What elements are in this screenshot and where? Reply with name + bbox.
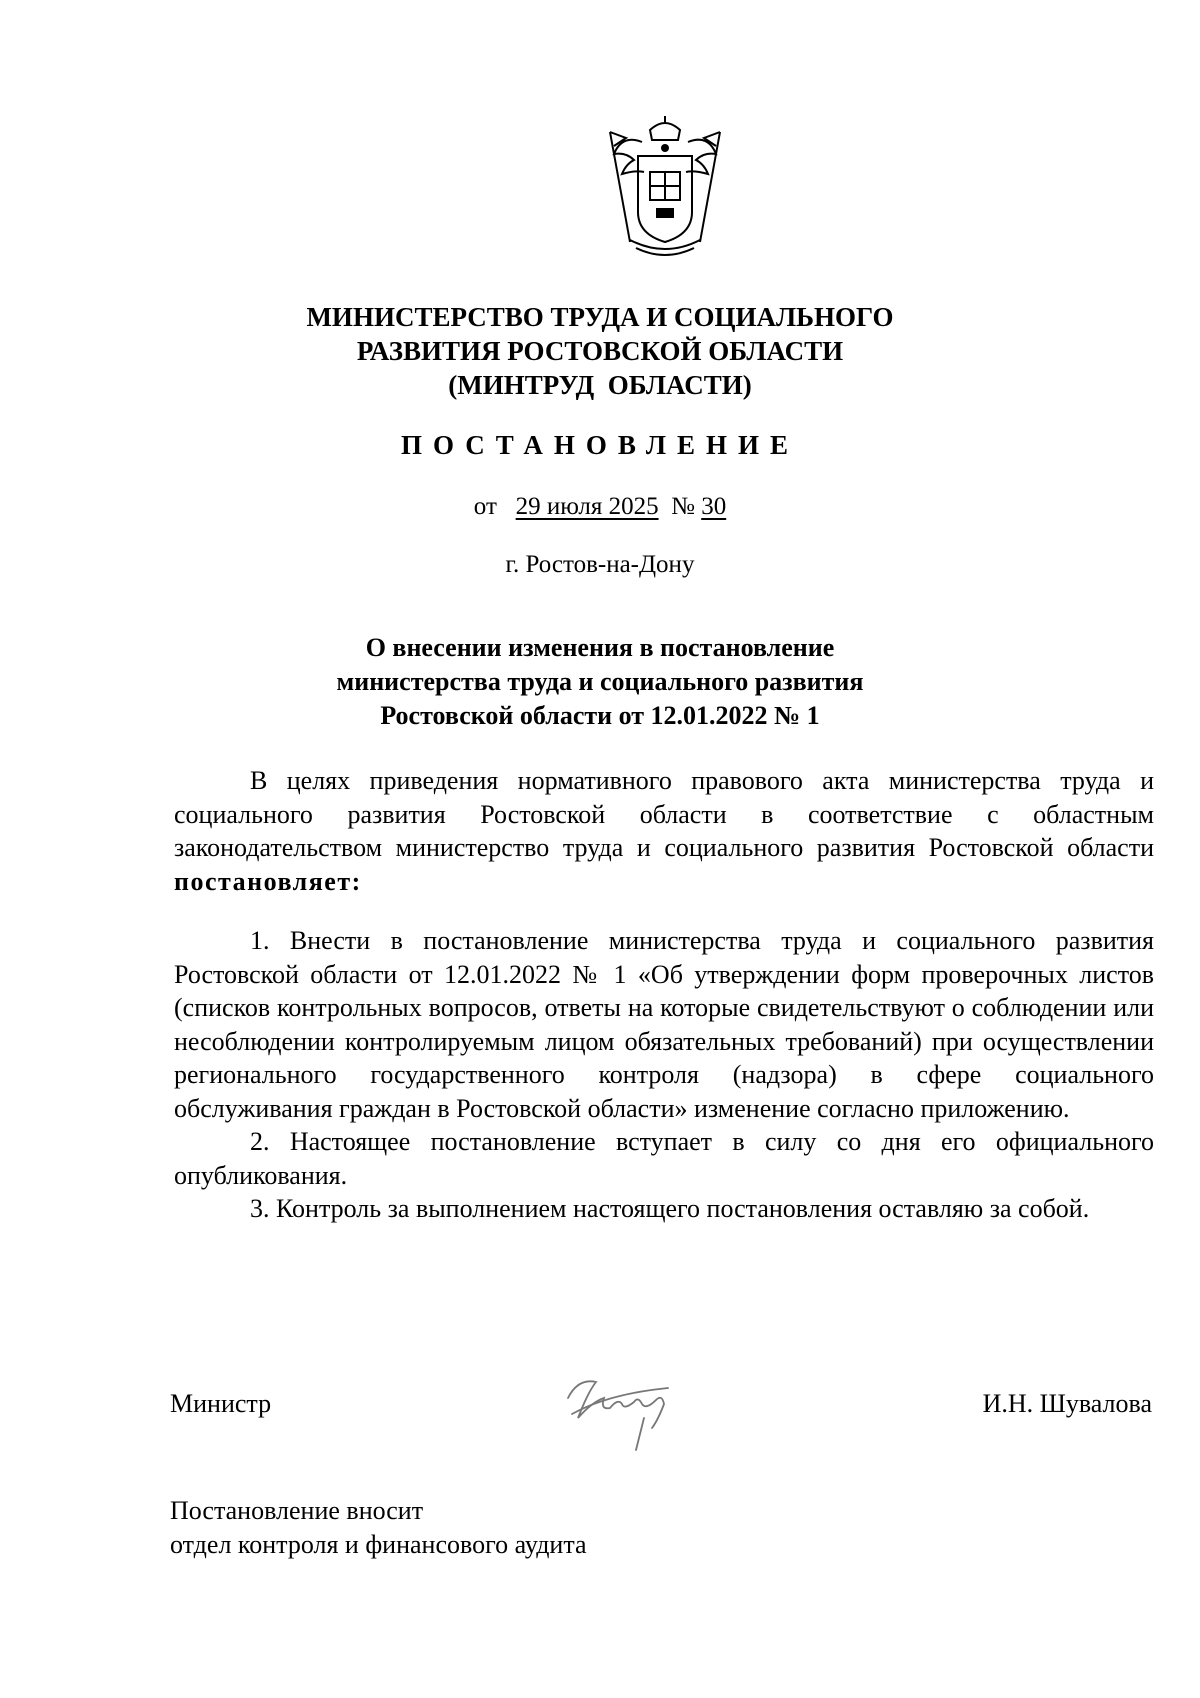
decree-word: постановляет: — [174, 866, 362, 896]
number-prefix: № — [671, 493, 695, 520]
decree-item: 1. Внести в постановление министерства труда и социального развития Ростовской области от 12.01.2022 № 1 «Об утверждении форм проверочных листов (списков контрольных вопросов, ответы на которые свидетельствуют о соблюдении или несоблюдении контролируемым лицом обязательных требований) при осуществлении регионального государственного контроля (надзора) в сфере социального обслуживания граждан в Ростовской области» изменение согласно приложению. — [174, 926, 1154, 1123]
org-line-3: (МИНТРУД ОБЛАСТИ) — [448, 370, 752, 400]
signatory-name: И.Н. Шувалова — [982, 1389, 1152, 1418]
preamble-text: В целях приведения нормативного правового акта министерства труда и социального развития Ростовской области в соответствие с областным законодательством министерство труда и социального развития Ростовской области — [174, 766, 1154, 862]
org-line-2: РАЗВИТИЯ РОСТОВСКОЙ ОБЛАСТИ — [356, 336, 844, 366]
signatory-title: Министр — [170, 1389, 272, 1418]
handwritten-signature — [548, 1358, 708, 1458]
document-type: ПОСТАНОВЛЕНИЕ — [400, 430, 800, 460]
subject-line-2: министерства труда и социального развития — [336, 667, 864, 696]
note-line-2: отдел контроля и финансового аудита — [170, 1530, 587, 1559]
preamble — [174, 764, 1154, 898]
subject-line-1: О внесении изменения в постановление — [365, 633, 835, 662]
organization-name — [170, 300, 1030, 402]
date-prefix: от — [473, 493, 497, 520]
decree-item: 2. Настоящее постановление вступает в силу со дня его официального опубликования. — [174, 1127, 1154, 1190]
document-date: 29 июля 2025 — [515, 493, 659, 520]
note-line-1: Постановление вносит — [170, 1496, 424, 1525]
date-line — [170, 490, 1030, 524]
submission-note — [170, 1494, 587, 1562]
document-subject — [170, 631, 1030, 733]
decree-items — [174, 924, 1154, 1226]
decree-item: 3. Контроль за выполнением настоящего постановления оставляю за собой. — [250, 1194, 1090, 1223]
document-number: 30 — [701, 493, 727, 520]
coat-of-arms-icon — [600, 112, 730, 262]
org-line-1: МИНИСТЕРСТВО ТРУДА И СОЦИАЛЬНОГО — [306, 302, 894, 332]
subject-line-3: Ростовской области от 12.01.2022 № 1 — [380, 701, 820, 730]
city: г. Ростов-на-Дону — [505, 551, 695, 578]
